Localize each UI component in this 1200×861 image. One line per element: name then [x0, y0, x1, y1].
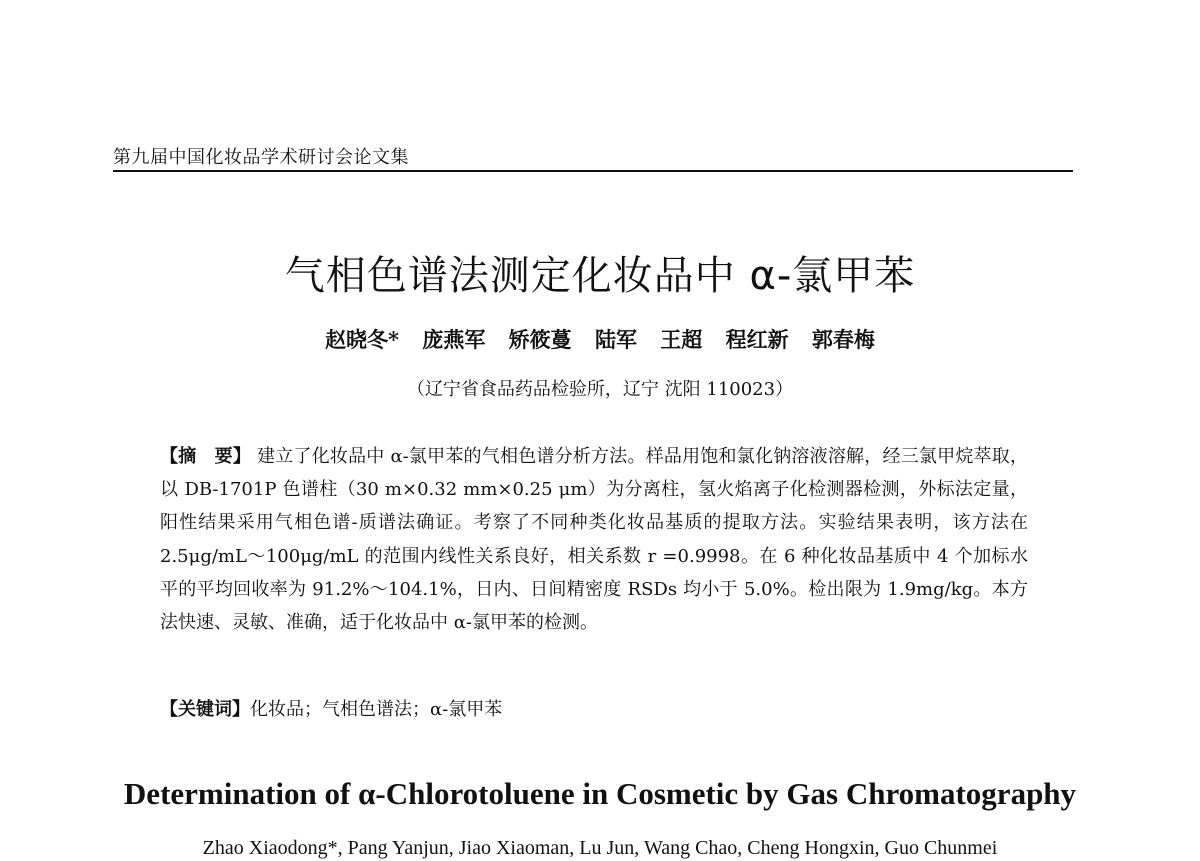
chinese-abstract — [160, 440, 1028, 639]
english-title: Determination of α-Chlorotoluene in Cosmetic by Gas Chromatography — [123, 776, 1077, 811]
chinese-affiliation: （辽宁省食品药品检验所，辽宁 沈阳 110023） — [406, 379, 794, 400]
abstract-label: 【摘 要】 — [160, 446, 252, 467]
header-rule — [113, 170, 1073, 172]
keywords-label: 【关键词】 — [160, 699, 250, 720]
chinese-authors: 赵晓冬* 庞燕军 矫筱蔓 陆军 王超 程红新 郭春梅 — [325, 327, 875, 352]
chinese-title: 气相色谱法测定化妆品中 α-氯甲苯 — [284, 253, 916, 299]
abstract-text: 建立了化妆品中 α-氯甲苯的气相色谱分析方法。样品用饱和氯化钠溶液溶解，经三氯甲烷萃取，以 DB-1701P 色谱柱（30 m×0.32 mm×0.25 μm）为分离柱，氢火焰离子化检测器检测，外标法定量，阳性结果采用气相色谱-质谱法确证。考察了不同种类化妆品基质的提取方法。实验结果表明，该方法在 2.5μg/mL～100μg/mL 的范围内线性关系良好，相关系数 r =0.9998。在 6 种化妆品基质中 4 个加标水平的平均回收率为 91.2%～104.1%，日内、日间精密度 RSDs 均小于 5.0%。检出限为 1.9mg/kg。本方法快速、灵敏、准确，适于化妆品中 α-氯甲苯的检测。 — [160, 446, 1028, 634]
keywords-text: 化妆品；气相色谱法；α-氯甲苯 — [250, 699, 503, 720]
running-header: 第九届中国化妆品学术研讨会论文集 — [113, 147, 409, 168]
chinese-keywords — [160, 695, 1028, 721]
english-authors: Zhao Xiaodong*, Pang Yanjun, Jiao Xiaoman, Lu Jun, Wang Chao, Cheng Hongxin, Guo Chunmei — [202, 837, 998, 859]
